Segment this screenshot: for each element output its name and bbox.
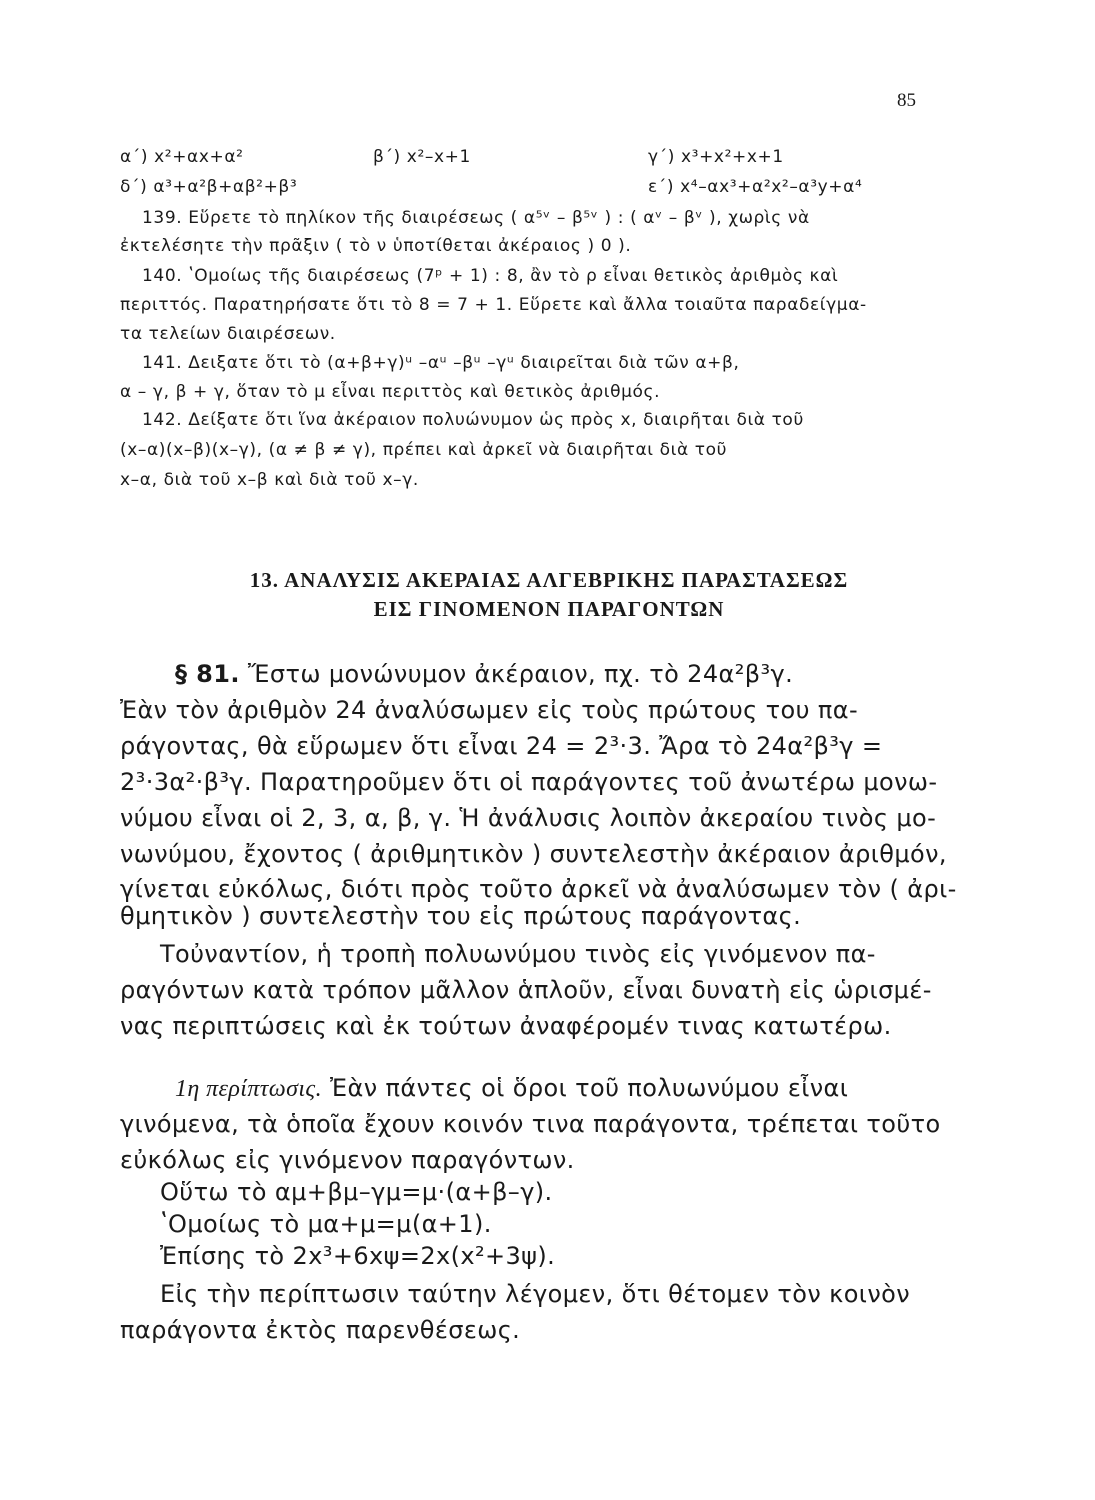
paragraph-81-line: νωνύμου, ἔχοντος ( ἀριθμητικὸν ) συντελεστὴν ἀκέραιον ἀριθμόν, [120, 840, 947, 868]
exercise-140-line: τα τελείων διαιρέσεων. [120, 324, 336, 344]
contrary-paragraph-line: νας περιπτώσεις καὶ ἐκ τούτων ἀναφέρομέν τινας κατωτέρω. [120, 1012, 892, 1040]
paragraph-81-line: νύμου εἶναι οἱ 2, 3, α, β, γ. Ἡ ἀνάλυσις λοιπὸν ἀκεραίου τινὸς μο- [120, 804, 937, 832]
exercise-beta: β΄) x²–x+1 [373, 147, 471, 167]
exercise-140-line: 140. ʽΟμοίως τῆς διαιρέσεως (7ᵖ + 1) : 8, ἂν τὸ ρ εἶναι θετικὸς ἀριθμὸς καὶ [142, 266, 839, 286]
case-label: 1η περίπτωσις. [175, 1076, 322, 1102]
example-line: ʽΟμοίως τὸ μα+μ=μ(α+1). [160, 1210, 492, 1238]
case-1-line: εὐκόλως εἰς γινόμενον παραγόντων. [120, 1146, 575, 1174]
paragraph-81-line: 2³·3α²·β³γ. Παρατηροῦμεν ὅτι οἱ παράγοντες τοῦ ἀνωτέρω μονω- [120, 768, 938, 796]
exercise-delta: δ΄) α³+α²β+αβ²+β³ [120, 177, 298, 197]
example-line: Ἐπίσης τὸ 2x³+6xψ=2x(x²+3ψ). [160, 1242, 556, 1270]
paragraph-81-line: ράγοντας, θὰ εὕρωμεν ὅτι εἶναι 24 = 2³·3. Ἄρα τὸ 24α²β³γ = [120, 732, 883, 760]
page-number: 85 [897, 90, 916, 111]
closing-line: παράγοντα ἐκτὸς παρενθέσεως. [120, 1316, 521, 1344]
exercise-alpha: α΄) x²+αx+α² [120, 147, 244, 167]
paragraph-81-line: θμητικὸν ) συντελεστὴν του εἰς πρώτους παράγοντας. [120, 902, 802, 930]
section-subtitle: ΕΙΣ ΓΙΝΟΜΕΝΟΝ ΠΑΡΑΓΟΝΤΩΝ [373, 597, 725, 621]
exercise-142-line: x–α, διὰ τοῦ x–β καὶ διὰ τοῦ x–γ. [120, 470, 419, 490]
section-marker: § 81. [175, 660, 240, 688]
closing-line: Εἰς τὴν περίπτωσιν ταύτην λέγομεν, ὅτι θέτομεν τὸν κοινὸν [160, 1280, 911, 1308]
exercise-139-line: 139. Εὕρετε τὸ πηλίκον τῆς διαιρέσεως ( α⁵ᵛ – β⁵ᵛ ) : ( αᵛ – βᵛ ), χωρὶς νὰ [142, 208, 810, 228]
exercise-139-line: ἐκτελέσητε τὴν πρᾶξιν ( τὸ ν ὑποτίθεται ἀκέραιος ) 0 ). [120, 236, 632, 256]
contrary-paragraph-line: Τοὐναντίον, ἡ τροπὴ πολυωνύμου τινὸς εἰς γινόμενον πα- [160, 940, 876, 968]
exercise-141-line: 141. Δειξατε ὅτι τὸ (α+β+γ)ᵘ –αᵘ –βᵘ –γᵘ διαιρεῖται διὰ τῶν α+β, [142, 353, 740, 373]
case-1-line: γινόμενα, τὰ ὁποῖα ἔχουν κοινόν τινα παράγοντα, τρέπεται τοῦτο [120, 1110, 941, 1138]
contrary-paragraph-line: ραγόντων κατὰ τρόπον μᾶλλον ἁπλοῦν, εἶναι δυνατὴ εἰς ὡρισμέ- [120, 976, 932, 1004]
exercise-140-line: περιττός. Παρατηρήσατε ὅτι τὸ 8 = 7 + 1. Εὕρετε καὶ ἄλλα τοιαῦτα παραδείγμα- [120, 295, 867, 315]
example-line: Οὕτω τὸ αμ+βμ–γμ=μ·(α+β–γ). [160, 1178, 553, 1206]
paragraph-81-first-line [175, 660, 793, 688]
case-text: Ἐὰν πάντες οἱ ὅροι τοῦ πολυωνύμου εἶναι [330, 1074, 849, 1102]
exercise-epsilon: ε΄) x⁴–αx³+α²x²–α³y+α⁴ [648, 177, 863, 197]
section-title: 13. ΑΝΑΛΥΣΙΣ ΑΚΕΡΑΙΑΣ ΑΛΓΕΒΡΙΚΗΣ ΠΑΡΑΣΤΑΣΕΩΣ [249, 568, 849, 592]
exercise-142-line: 142. Δείξατε ὅτι ἵνα ἀκέραιον πολυώνυμον ὡς πρὸς x, διαιρῆται διὰ τοῦ [142, 410, 804, 430]
paragraph-81-line: γίνεται εὐκόλως, διότι πρὸς τοῦτο ἀρκεῖ νὰ ἀναλύσωμεν τὸν ( ἀρι- [120, 875, 957, 903]
exercise-gamma: γ΄) x³+x²+x+1 [648, 147, 784, 167]
paragraph-text: Ἔστω μονώνυμον ἀκέραιον, πχ. τὸ 24α²β³γ. [247, 660, 794, 688]
exercise-141-line: α – γ, β + γ, ὅταν τὸ μ εἶναι περιττὸς καὶ θετικὸς ἀριθμός. [120, 382, 661, 402]
paragraph-81-line: Ἐὰν τὸν ἀριθμὸν 24 ἀναλύσωμεν εἰς τοὺς πρώτους του πα- [120, 696, 859, 724]
exercise-142-line: (x–α)(x–β)(x–γ), (α ≠ β ≠ γ), πρέπει καὶ ἀρκεῖ νὰ διαιρῆται διὰ τοῦ [120, 440, 728, 460]
case-1-first-line [175, 1074, 848, 1103]
